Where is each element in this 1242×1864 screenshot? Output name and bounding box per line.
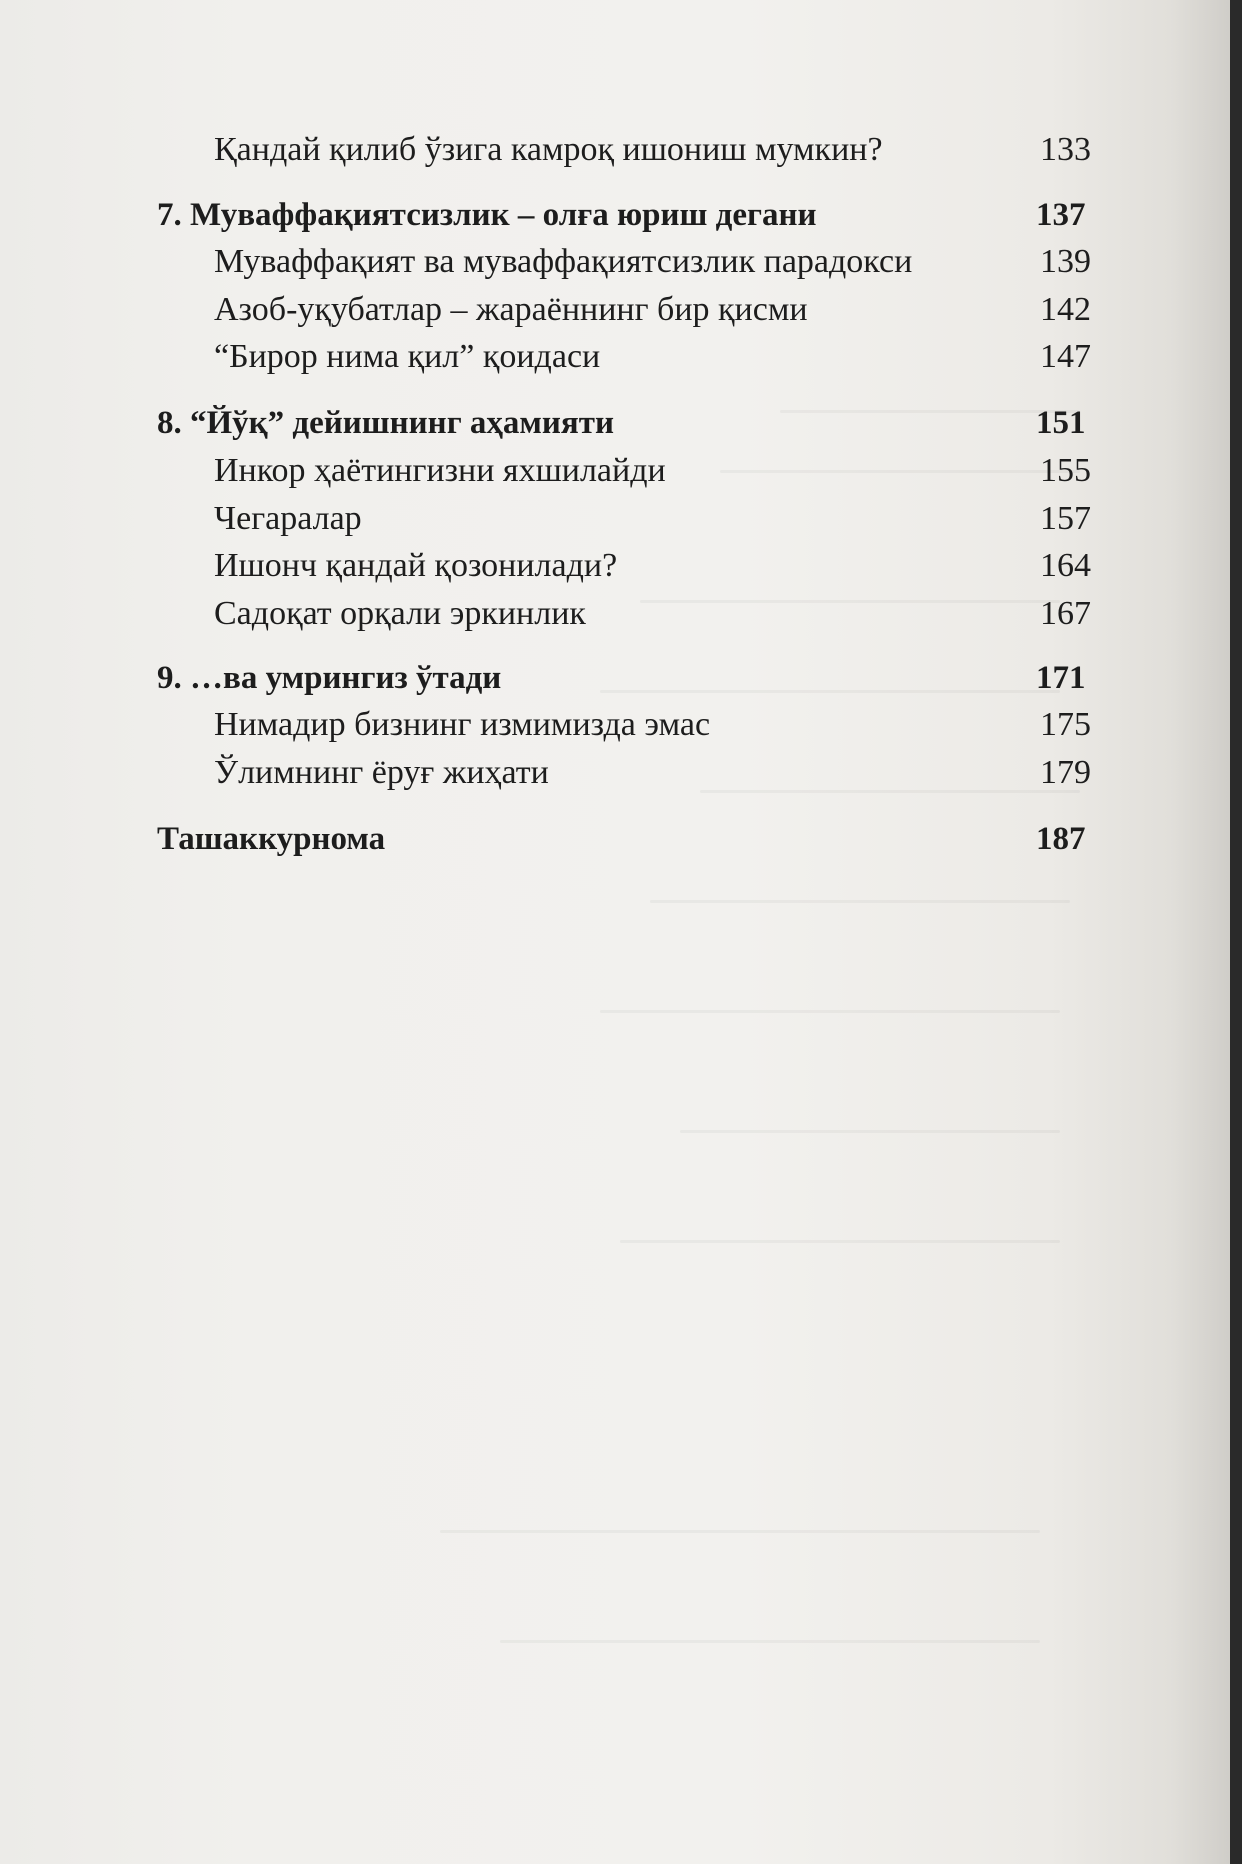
toc-entry-page: 142 [1040, 291, 1091, 328]
toc-entry-page: 179 [1040, 754, 1091, 791]
toc-entry-page: 155 [1040, 452, 1091, 489]
toc-entry-title: “Бирор нима қил” қоидаси [214, 338, 601, 375]
toc-entry-title: Муваффақият ва муваффақиятсизлик парадокси [214, 243, 913, 280]
toc-entry-page: 167 [1040, 595, 1091, 632]
toc-entry-title: Ўлимнинг ёруғ жиҳати [214, 754, 549, 791]
toc-chapter-title: 9. …ва умрингиз ўтади [157, 660, 502, 696]
toc-chapter-entry [0, 654, 1232, 702]
toc-entry [0, 749, 1232, 797]
toc-entry-title: Азоб-уқубатлар – жараённинг бир қисми [214, 291, 808, 328]
toc-chapter-page: 187 [1036, 821, 1086, 857]
toc-entry [0, 126, 1232, 174]
toc-entry-title: Садоқат орқали эркинлик [214, 595, 586, 632]
toc-chapter-title: 7. Муваффақиятсизлик – олға юриш дегани [157, 197, 817, 233]
toc-chapter-entry [0, 399, 1232, 447]
toc-chapter-entry [0, 815, 1232, 863]
toc-chapter-page: 137 [1036, 197, 1086, 233]
toc-entry [0, 495, 1232, 543]
toc-entry [0, 286, 1232, 334]
toc-chapter-page: 151 [1036, 405, 1086, 441]
toc-chapter-title: Ташаккурнома [157, 821, 386, 857]
toc-chapter-title: 8. “Йўқ” дейишнинг аҳамияти [157, 405, 615, 441]
toc-entry [0, 238, 1232, 286]
toc-entry [0, 447, 1232, 495]
toc-entry-page: 133 [1040, 131, 1091, 168]
toc-entry-page: 175 [1040, 706, 1091, 743]
toc-chapter-entry [0, 191, 1232, 239]
toc-entry [0, 701, 1232, 749]
toc-entry-title: Чегаралар [214, 500, 362, 537]
toc-entry-page: 147 [1040, 338, 1091, 375]
toc-entry-title: Нимадир бизнинг измимизда эмас [214, 706, 711, 743]
toc-entry-page: 157 [1040, 500, 1091, 537]
toc-entry-page: 164 [1040, 547, 1091, 584]
toc-entry-title: Қандай қилиб ўзига камроқ ишониш мумкин? [214, 131, 883, 168]
toc-entry-title: Инкор ҳаётингизни яхшилайди [214, 452, 666, 489]
toc-entry [0, 590, 1232, 638]
toc-entry [0, 542, 1232, 590]
toc-entry [0, 333, 1232, 381]
toc-entry-title: Ишонч қандай қозонилади? [214, 547, 618, 584]
toc-entry-page: 139 [1040, 243, 1091, 280]
toc-chapter-page: 171 [1036, 660, 1086, 696]
